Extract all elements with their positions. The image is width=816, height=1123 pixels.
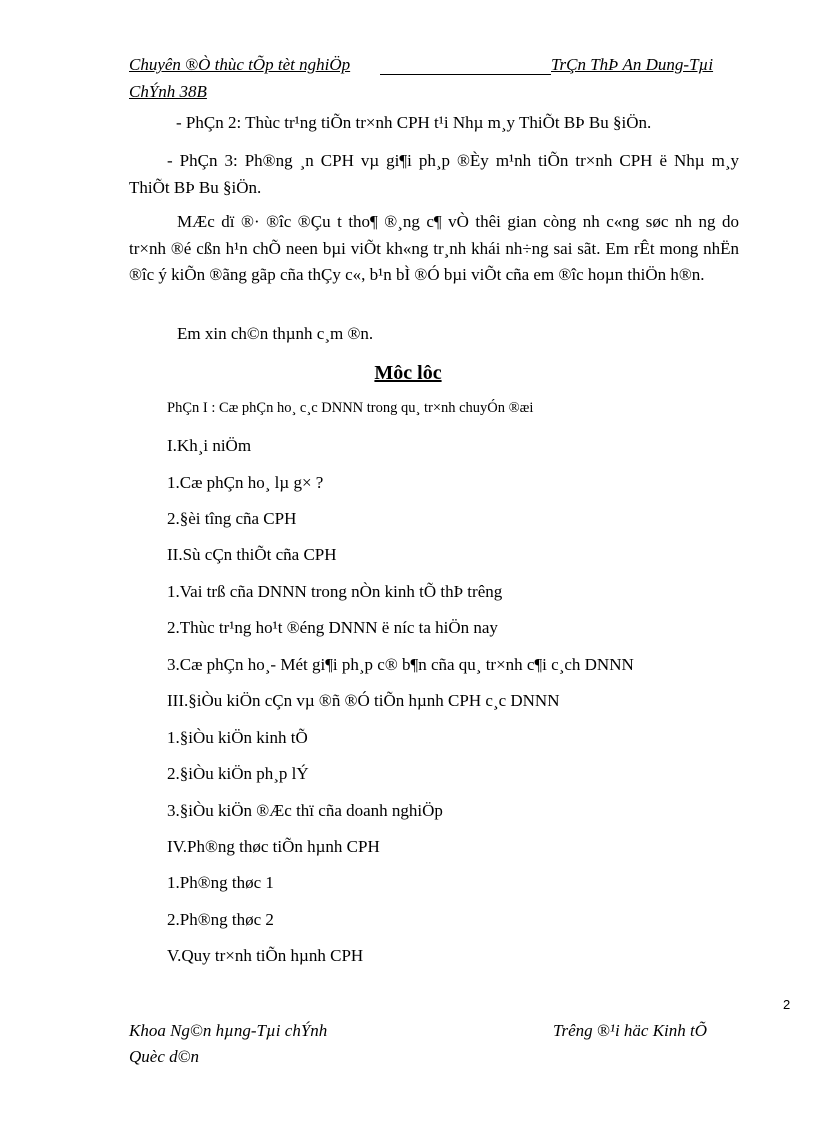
toc-item: I.Kh¸i niÖm	[167, 436, 252, 455]
toc-item: 2.§iÒu kiÖn ph¸p lÝ	[167, 764, 309, 783]
toc-item: 1.Cæ phÇn ho¸ lµ g× ?	[167, 473, 324, 492]
toc-item: PhÇn I : Cæ phÇn ho¸ c¸c DNNN trong qu¸ tr×nh chuyÓn ®æi	[167, 400, 534, 416]
thanks-line: Em xin ch©n thµnh c¸m ®n.	[177, 324, 374, 343]
toc-item: 1.Vai trß cña DNNN trong nÒn kinh tÕ thÞ trêng	[167, 582, 503, 601]
toc-title: Môc lôc	[374, 362, 442, 384]
page-number: 2	[783, 997, 791, 1012]
apology-paragraph: MÆc dï ®· ®îc ®Çu t tho¶ ®¸ng c¶ vÒ thêi gian còng nh c«ng søc nh ng do tr×nh ®é cßn h¹n chÕ neen bµi viÕt kh«ng tr¸nh khái nh÷ng sai sãt. Em rÊt mong nhËn ®îc ý kiÕn ®ãng gãp cña thÇy c«, b¹n bÌ ®Ó bµi viÕt cña em ®îc hoµn thiÖn h®n.	[129, 212, 739, 284]
toc-item: II.Sù cÇn thiÕt cña CPH	[167, 545, 337, 564]
header-left-line2: ChÝnh 38B	[129, 82, 207, 101]
part3-paragraph: - PhÇn 3: Ph®ng ¸n CPH vµ gi¶i ph¸p ®Èy m¹nh tiÕn tr×nh CPH ë Nhµ m¸y ThiÕt BÞ Bu §iÖn.	[129, 151, 739, 197]
toc-item: 1.Ph®ng thøc 1	[167, 873, 274, 892]
toc-item: 3.Cæ phÇn ho¸- Mét gi¶i ph¸p c® b¶n cña qu¸ tr×nh c¶i c¸ch DNNN	[167, 655, 634, 674]
toc-item: 1.§iÒu kiÖn kinh tÕ	[167, 728, 308, 747]
footer-right-line1: Trêng ®¹i häc Kinh tÕ	[553, 1021, 708, 1040]
toc-item: V.Quy tr×nh tiÕn hµnh CPH	[167, 946, 364, 965]
footer-left-line1: Khoa Ng©n hµng-Tµi chÝnh	[129, 1021, 328, 1040]
toc-item: IV.Ph®ng thøc tiÕn hµnh CPH	[167, 837, 380, 856]
header-rule	[380, 74, 551, 75]
part2-line: - PhÇn 2: Thùc tr¹ng tiÕn tr×nh CPH t¹i Nhµ m¸y ThiÕt BÞ Bu §iÖn.	[176, 113, 652, 132]
header-right-line1: TrÇn ThÞ An Dung-Tµi	[551, 55, 714, 74]
toc-item: 3.§iÒu kiÖn ®Æc thï cña doanh nghiÖp	[167, 801, 443, 820]
toc-item: III.§iÒu kiÖn cÇn vµ ®ñ ®Ó tiÕn hµnh CPH c¸c DNNN	[167, 691, 560, 710]
toc-item: 2.Thùc tr¹ng ho¹t ®éng DNNN ë níc ta hiÖn nay	[167, 618, 498, 637]
header-left-line1: Chuyên ®Ò thùc tÕp tèt nghiÖp	[129, 55, 351, 74]
toc-item: 2.§èi tîng cña CPH	[167, 509, 297, 528]
toc-item: 2.Ph®ng thøc 2	[167, 910, 274, 929]
footer-left-line2: Quèc d©n	[129, 1047, 200, 1066]
